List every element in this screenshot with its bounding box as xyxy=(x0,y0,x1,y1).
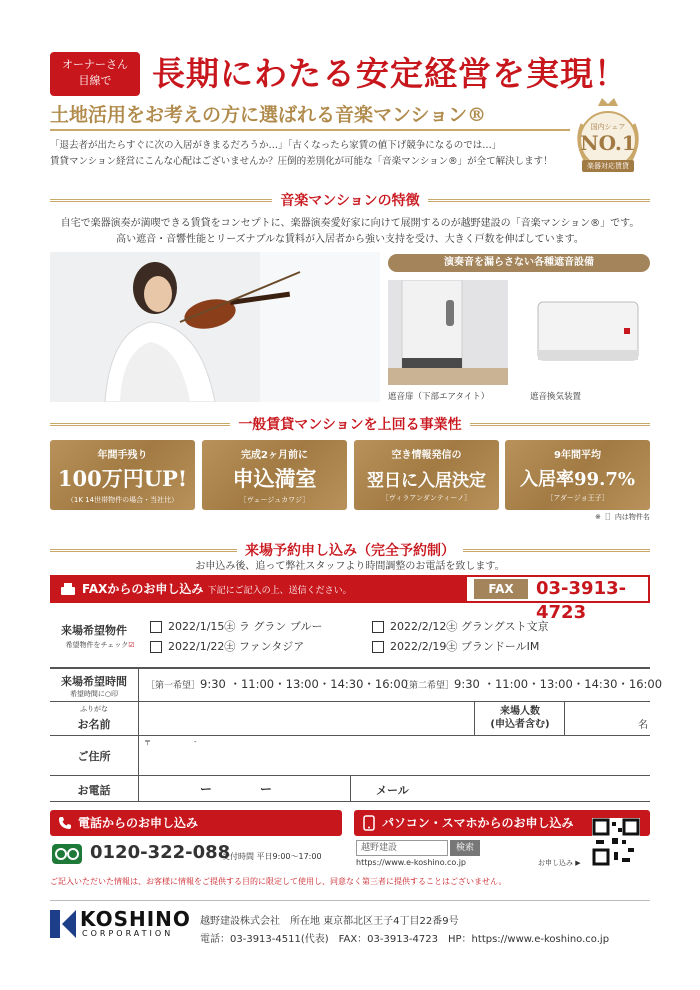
name-input[interactable] xyxy=(142,704,522,732)
stat-note: （1K 14世帯物件の場合・当社比） xyxy=(66,496,179,504)
stat-top: 9年間平均 xyxy=(554,450,601,461)
business-heading-text: 一般賃貸マンションを上回る事業性 xyxy=(230,414,469,434)
medal-line2: NO.1 xyxy=(580,131,636,155)
second-choice-times[interactable]: 9:30 ・11:00・13:00・14:30・16:00 xyxy=(454,677,663,691)
page-subtitle: 土地活用をお考えの方に選ばれる音楽マンション® xyxy=(50,104,487,126)
stat-top: 空き情報発信の xyxy=(391,450,462,461)
freedial-icon xyxy=(52,844,82,864)
phone-apply-bar xyxy=(50,810,342,836)
fax-instruction: 下記にご記入の上、送信ください。 xyxy=(207,586,352,596)
privacy-notice: ご記入いただいた情報は、お客様に情報をご提供する目的に限定して使用し、同意なく第三者に提供することはございません。 xyxy=(50,877,507,886)
visitors-input[interactable] xyxy=(566,704,636,732)
address-label: ご住所 xyxy=(77,750,111,763)
company-contact: 電話：03-3913-4511(代表) FAX：03-3913-4723 HP：https://www.e-koshino.co.jp xyxy=(200,934,610,945)
badge-line2: 目線で xyxy=(78,74,112,87)
vent-unit-photo xyxy=(520,280,650,385)
divider xyxy=(138,669,139,702)
stat-big: 入居率99.7% xyxy=(520,469,635,490)
property-checkbox[interactable] xyxy=(150,621,162,633)
name-row xyxy=(50,702,650,736)
koshino-logo-icon xyxy=(50,910,76,938)
visitors-label-2: (申込者含む) xyxy=(490,719,550,730)
divider xyxy=(138,736,139,775)
property-checkbox[interactable] xyxy=(150,641,162,653)
search-input[interactable]: 越野建設 xyxy=(356,840,448,856)
features-text xyxy=(50,216,650,248)
intro-text xyxy=(50,138,590,170)
intro-line-2: 賃貸マンション経営にこんな心配はございませんか？圧倒的差別化が可能な「音楽マンション®」が全て解決します！ xyxy=(50,156,553,167)
stat-note: ［ヴィラアンダンティーノ］ xyxy=(381,494,472,502)
freedial-number[interactable]: 0120-322-088 xyxy=(90,842,231,863)
property-option-label: 2022/2/19㊏ ブランドールIM xyxy=(390,640,540,653)
property-checkbox[interactable] xyxy=(372,641,384,653)
visitors-label xyxy=(476,705,564,731)
door-caption: 遮音扉（下部エアタイト） xyxy=(388,392,490,402)
property-hint-text: 希望物件をチェック xyxy=(65,641,129,649)
postal-dash: - xyxy=(194,738,197,746)
subtitle-underline xyxy=(50,129,570,131)
email-input[interactable] xyxy=(420,778,640,800)
property-option-1[interactable] xyxy=(150,618,322,634)
features-heading-text: 音楽マンションの特徴 xyxy=(272,190,427,210)
features-line-1: 自宅で楽器演奏が満喫できる賃貸をコンセプトに、楽器演奏愛好家に向けて展開するのが越野建設の「音楽マンション®」です。 xyxy=(60,218,640,229)
stat-box-nextday xyxy=(354,440,499,510)
stat-big: 翌日に入居決定 xyxy=(367,471,486,491)
features-line-2: 高い遮音・音響性能とリーズナブルな賃料が入居者から強い支持を受け、大きく戸数を伸ばしています。 xyxy=(116,234,584,245)
no1-medal xyxy=(568,94,648,180)
fax-number: 03-3913-4723 xyxy=(536,578,627,623)
divider xyxy=(138,702,139,735)
web-apply-label: パソコン・スマホからのお申し込み xyxy=(382,816,574,830)
vent-image xyxy=(520,280,650,385)
reservation-sub: お申込み後、追って弊社スタッフより時間調整のお電話を致します。 xyxy=(195,561,505,572)
badge-line1: オーナーさん xyxy=(62,58,128,71)
visitors-unit: 名 xyxy=(638,720,648,731)
soundproof-door-photo xyxy=(388,280,508,385)
property-checkbox[interactable] xyxy=(372,621,384,633)
first-choice-label: ［第一希望］ xyxy=(146,681,201,691)
divider xyxy=(474,702,475,735)
equipment-heading: 演奏音を漏らさない各種遮音設備 xyxy=(388,254,650,272)
email-label: メール xyxy=(376,784,409,797)
postal-mark: 〒 xyxy=(144,739,151,747)
time-hint: 希望時間に○印 xyxy=(69,690,119,698)
business-footnote: ※［］内は物件名 xyxy=(595,513,650,521)
stat-box-occupancy xyxy=(505,440,650,510)
phone-label: お電話 xyxy=(77,784,111,797)
medal-line3: 楽器対応賃貸 xyxy=(587,162,629,170)
company-info: 越野建設株式会社 所在地 東京都北区王子4丁目22番9号 xyxy=(200,916,459,927)
stat-big: 申込満室 xyxy=(232,466,317,491)
fax-bar xyxy=(50,575,650,623)
fax-apply-banner xyxy=(52,577,467,601)
second-choice-label: ［第二希望］ xyxy=(400,681,455,691)
owner-badge xyxy=(50,52,140,96)
phone-email-row xyxy=(50,776,650,802)
smartphone-icon xyxy=(363,815,375,831)
door-image xyxy=(388,280,508,385)
property-option-label: 2022/1/22㊏ ファンタジア xyxy=(168,640,305,653)
divider xyxy=(350,776,351,801)
stat-big: 100万円UP! xyxy=(57,466,188,491)
fax-machine-icon xyxy=(60,582,76,596)
stat-top: 年間手残り xyxy=(97,450,148,461)
first-choice-times[interactable]: 9:30 ・11:00・13:00・14:30・16:00 xyxy=(200,677,409,691)
property-option-4[interactable] xyxy=(372,638,539,654)
logo-text: KOSHINO xyxy=(80,907,191,931)
logo-subtext: CORPORATION xyxy=(82,929,174,938)
phone-icon xyxy=(58,816,72,830)
name-label: お名前 xyxy=(77,718,111,731)
medal-line1: 国内シェア xyxy=(590,123,626,131)
property-option-3[interactable] xyxy=(150,638,304,654)
time-row xyxy=(50,668,663,702)
property-option-2[interactable] xyxy=(372,618,549,634)
property-option-label: 2022/1/15㊏ ラ グラン ブルー xyxy=(168,620,323,633)
visitors-label-1: 来場人数 xyxy=(500,706,540,717)
address-input[interactable] xyxy=(142,748,642,772)
stat-top: 完成2ヶ月前に xyxy=(241,450,308,461)
time-label: 来場希望時間 xyxy=(61,675,127,688)
violinist-photo xyxy=(50,252,380,402)
stat-box-profit xyxy=(50,440,195,510)
property-label: 来場希望物件 xyxy=(61,624,127,637)
vent-caption: 遮音換気装置 xyxy=(530,392,582,402)
fax-label: FAX xyxy=(474,579,528,599)
stat-note: ［ヴェージュカワジ］ xyxy=(239,496,310,504)
stat-note: ［アダージョ王子］ xyxy=(546,494,609,502)
violinist-image xyxy=(50,252,380,402)
check-mark-icon: ☑ xyxy=(128,641,135,649)
property-option-label: 2022/2/12㊏ グラングスト文京 xyxy=(390,620,549,633)
website-url[interactable]: https://www.e-koshino.co.jp xyxy=(356,858,466,867)
phone-apply-label: 電話からのお申し込み xyxy=(78,816,199,830)
features-heading xyxy=(50,190,650,210)
fax-apply-label: FAXからのお申し込み xyxy=(82,582,204,596)
phone-hours: 受付時間 平日9:00～17:00 xyxy=(222,852,322,861)
business-heading xyxy=(50,414,650,434)
stat-box-full xyxy=(202,440,347,510)
furigana-label: ふりがな xyxy=(80,705,108,713)
property-hint xyxy=(56,640,144,650)
intro-line-1: 「退去者が出たらすぐに次の入居がきまるだろうか…」「古くなったら家賃の値下げ競争になるのでは…」 xyxy=(50,140,502,151)
qr-caption: お申し込み ▶ xyxy=(538,859,581,867)
page-title: 長期にわたる安定経営を実現！ xyxy=(152,54,628,93)
address-row xyxy=(50,736,650,776)
divider xyxy=(564,702,565,735)
search-button[interactable]: 検索 xyxy=(450,840,480,856)
property-row xyxy=(50,612,650,668)
phone-input[interactable]: ー ー xyxy=(200,782,273,796)
qr-code-icon[interactable] xyxy=(592,818,640,866)
reservation-heading-text: 来場予約申し込み（完全予約制） xyxy=(237,540,463,560)
footer-divider xyxy=(50,900,650,901)
divider xyxy=(138,776,139,801)
